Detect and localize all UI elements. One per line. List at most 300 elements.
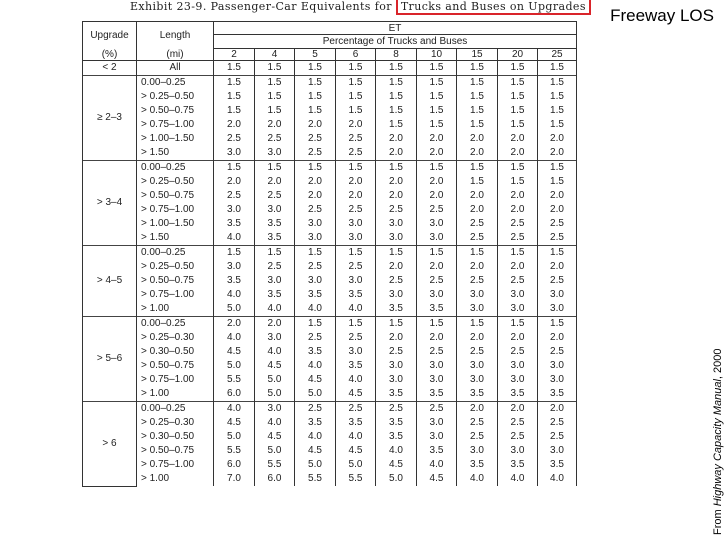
table-row bbox=[83, 189, 577, 203]
length-cell: > 0.30–0.50 bbox=[137, 430, 214, 444]
source-credit bbox=[712, 349, 724, 536]
table-row bbox=[83, 373, 577, 387]
length-cell: > 1.00–1.50 bbox=[137, 132, 214, 146]
pce-value-cell: 1.5 bbox=[295, 104, 336, 118]
pce-value-cell: 4.0 bbox=[336, 430, 376, 444]
table-row bbox=[83, 288, 577, 302]
pce-table-container bbox=[82, 21, 576, 487]
length-cell: > 0.25–0.50 bbox=[137, 90, 214, 104]
pce-value-cell: 2.5 bbox=[376, 274, 417, 288]
table-row bbox=[83, 231, 577, 246]
pce-value-cell: 3.0 bbox=[538, 373, 577, 387]
length-cell: > 0.75–1.00 bbox=[137, 458, 214, 472]
pce-value-cell: 1.5 bbox=[538, 161, 577, 176]
pce-value-cell: 4.5 bbox=[295, 444, 336, 458]
pce-value-cell: 2.0 bbox=[498, 132, 538, 146]
pce-value-cell: 4.0 bbox=[498, 472, 538, 486]
pce-value-cell: 3.0 bbox=[417, 359, 457, 373]
pce-value-cell: 1.5 bbox=[295, 61, 336, 76]
pce-value-cell: 4.5 bbox=[255, 359, 295, 373]
pce-value-cell: 2.5 bbox=[376, 345, 417, 359]
pce-value-cell: 2.0 bbox=[214, 317, 255, 332]
pce-value-cell: 1.5 bbox=[417, 76, 457, 91]
pce-value-cell: 2.5 bbox=[538, 416, 577, 430]
pce-value-cell: 3.5 bbox=[295, 345, 336, 359]
pce-value-cell: 3.0 bbox=[376, 359, 417, 373]
pce-value-cell: 5.5 bbox=[336, 472, 376, 486]
pce-value-cell: 4.0 bbox=[214, 231, 255, 246]
pce-value-cell: 3.5 bbox=[498, 458, 538, 472]
table-row bbox=[83, 387, 577, 402]
pce-value-cell: 6.0 bbox=[214, 387, 255, 402]
pce-value-cell: 2.5 bbox=[498, 416, 538, 430]
length-cell: > 0.75–1.00 bbox=[137, 373, 214, 387]
pce-value-cell: 5.5 bbox=[255, 458, 295, 472]
pce-value-cell: 2.0 bbox=[214, 175, 255, 189]
table-row bbox=[83, 132, 577, 146]
pce-value-cell: 2.5 bbox=[295, 132, 336, 146]
pce-value-cell: 2.5 bbox=[295, 331, 336, 345]
pce-value-cell: 3.0 bbox=[255, 331, 295, 345]
pce-value-cell: 4.0 bbox=[255, 345, 295, 359]
table-row bbox=[83, 203, 577, 217]
length-cell: > 0.50–0.75 bbox=[137, 444, 214, 458]
pce-value-cell: 2.0 bbox=[336, 189, 376, 203]
table-row bbox=[83, 61, 577, 76]
table-row bbox=[83, 246, 577, 261]
table-row bbox=[83, 161, 577, 176]
pce-value-cell: 5.5 bbox=[214, 444, 255, 458]
pce-value-cell: 1.5 bbox=[457, 76, 498, 91]
pce-value-cell: 3.0 bbox=[417, 288, 457, 302]
pce-value-cell: 3.5 bbox=[538, 387, 577, 402]
exhibit-title bbox=[130, 0, 591, 16]
length-cell: All bbox=[137, 61, 214, 76]
pce-value-cell: 2.0 bbox=[255, 175, 295, 189]
table-row bbox=[83, 118, 577, 132]
pce-value-cell: 2.5 bbox=[417, 402, 457, 417]
pce-value-cell: 2.5 bbox=[376, 203, 417, 217]
pce-value-cell: 2.0 bbox=[336, 118, 376, 132]
pce-value-cell: 1.5 bbox=[457, 175, 498, 189]
pce-value-cell: 3.0 bbox=[457, 373, 498, 387]
pce-value-cell: 3.0 bbox=[295, 231, 336, 246]
pce-value-cell: 2.0 bbox=[417, 331, 457, 345]
pce-value-cell: 1.5 bbox=[376, 90, 417, 104]
pce-value-cell: 2.0 bbox=[417, 175, 457, 189]
table-row bbox=[83, 146, 577, 161]
pce-value-cell: 1.5 bbox=[498, 104, 538, 118]
length-cell: > 0.25–0.50 bbox=[137, 260, 214, 274]
pce-value-cell: 3.0 bbox=[457, 288, 498, 302]
pce-value-cell: 2.5 bbox=[214, 189, 255, 203]
pce-value-cell: 4.5 bbox=[336, 387, 376, 402]
pce-value-cell: 1.5 bbox=[295, 317, 336, 332]
exhibit-title-prefix: Exhibit 23-9. Passenger-Car Equivalents for bbox=[130, 0, 392, 13]
pce-value-cell: 2.5 bbox=[498, 274, 538, 288]
pce-value-cell: 2.5 bbox=[295, 402, 336, 417]
pce-value-cell: 1.5 bbox=[498, 76, 538, 91]
slide-title: Freeway LOS bbox=[610, 6, 714, 25]
pce-value-cell: 3.0 bbox=[214, 203, 255, 217]
pce-value-cell: 1.5 bbox=[417, 104, 457, 118]
pce-value-cell: 5.0 bbox=[214, 302, 255, 317]
pce-value-cell: 1.5 bbox=[376, 118, 417, 132]
pce-value-cell: 1.5 bbox=[538, 118, 577, 132]
pce-value-cell: 5.0 bbox=[255, 373, 295, 387]
upgrade-cell: > 3–4 bbox=[83, 161, 137, 246]
pce-value-cell: 2.5 bbox=[255, 132, 295, 146]
pce-value-cell: 4.0 bbox=[295, 302, 336, 317]
length-cell: 0.00–0.25 bbox=[137, 246, 214, 261]
percentage-column-header: 6 bbox=[336, 49, 376, 61]
pce-value-cell: 2.0 bbox=[376, 260, 417, 274]
pce-value-cell: 1.5 bbox=[376, 104, 417, 118]
pce-value-cell: 2.0 bbox=[214, 118, 255, 132]
length-cell: > 1.00 bbox=[137, 472, 214, 486]
pce-value-cell: 1.5 bbox=[336, 161, 376, 176]
pce-value-cell: 1.5 bbox=[214, 76, 255, 91]
pce-value-cell: 2.0 bbox=[498, 203, 538, 217]
pce-value-cell: 2.0 bbox=[498, 146, 538, 161]
pce-value-cell: 2.5 bbox=[295, 260, 336, 274]
pce-value-cell: 2.5 bbox=[295, 203, 336, 217]
pce-value-cell: 2.5 bbox=[457, 274, 498, 288]
pce-value-cell: 2.0 bbox=[376, 175, 417, 189]
pce-value-cell: 2.5 bbox=[336, 203, 376, 217]
upgrade-cell: > 5–6 bbox=[83, 317, 137, 402]
pce-value-cell: 4.5 bbox=[214, 345, 255, 359]
table-row bbox=[83, 317, 577, 332]
length-cell: > 0.75–1.00 bbox=[137, 288, 214, 302]
table-row bbox=[83, 217, 577, 231]
pce-value-cell: 2.0 bbox=[457, 331, 498, 345]
pce-value-cell: 6.0 bbox=[214, 458, 255, 472]
pce-value-cell: 3.0 bbox=[417, 416, 457, 430]
table-row bbox=[83, 444, 577, 458]
pce-value-cell: 2.5 bbox=[255, 189, 295, 203]
length-cell: 0.00–0.25 bbox=[137, 402, 214, 417]
length-cell: 0.00–0.25 bbox=[137, 76, 214, 91]
pce-value-cell: 1.5 bbox=[214, 61, 255, 76]
length-cell: > 1.50 bbox=[137, 146, 214, 161]
percentage-column-header: 5 bbox=[295, 49, 336, 61]
pce-value-cell: 2.0 bbox=[538, 203, 577, 217]
pce-value-cell: 4.5 bbox=[336, 444, 376, 458]
pce-value-cell: 2.0 bbox=[376, 132, 417, 146]
pce-value-cell: 3.5 bbox=[417, 302, 457, 317]
percentage-column-header: 8 bbox=[376, 49, 417, 61]
pce-value-cell: 3.0 bbox=[498, 288, 538, 302]
pce-value-cell: 3.5 bbox=[255, 217, 295, 231]
pce-value-cell: 1.5 bbox=[336, 61, 376, 76]
pce-value-cell: 1.5 bbox=[376, 76, 417, 91]
pce-value-cell: 2.5 bbox=[538, 430, 577, 444]
percentage-column-header: 15 bbox=[457, 49, 498, 61]
pce-value-cell: 1.5 bbox=[214, 161, 255, 176]
pce-value-cell: 3.5 bbox=[214, 274, 255, 288]
pce-table bbox=[82, 21, 577, 487]
pce-value-cell: 3.0 bbox=[417, 430, 457, 444]
pce-value-cell: 3.0 bbox=[417, 231, 457, 246]
pce-value-cell: 3.5 bbox=[457, 387, 498, 402]
percentage-column-header: 4 bbox=[255, 49, 295, 61]
percentage-column-header: 25 bbox=[538, 49, 577, 61]
pce-value-cell: 1.5 bbox=[498, 317, 538, 332]
pce-value-cell: 1.5 bbox=[498, 90, 538, 104]
pce-value-cell: 5.5 bbox=[214, 373, 255, 387]
pce-value-cell: 3.5 bbox=[295, 416, 336, 430]
table-row bbox=[83, 359, 577, 373]
percentage-header: Percentage of Trucks and Buses bbox=[214, 35, 577, 49]
pce-value-cell: 3.0 bbox=[376, 288, 417, 302]
pce-value-cell: 4.0 bbox=[376, 444, 417, 458]
grade-header: Upgrade bbox=[83, 22, 137, 49]
pce-value-cell: 3.0 bbox=[538, 444, 577, 458]
pce-value-cell: 2.0 bbox=[376, 189, 417, 203]
pce-value-cell: 2.0 bbox=[255, 317, 295, 332]
pce-value-cell: 3.5 bbox=[376, 430, 417, 444]
pce-value-cell: 2.5 bbox=[336, 132, 376, 146]
pce-value-cell: 4.0 bbox=[214, 288, 255, 302]
pce-value-cell: 3.0 bbox=[457, 444, 498, 458]
pce-value-cell: 2.0 bbox=[538, 146, 577, 161]
pce-value-cell: 3.0 bbox=[376, 231, 417, 246]
pce-value-cell: 2.5 bbox=[538, 345, 577, 359]
pce-value-cell: 3.0 bbox=[376, 373, 417, 387]
pce-value-cell: 3.0 bbox=[214, 260, 255, 274]
pce-value-cell: 3.0 bbox=[295, 274, 336, 288]
pce-value-cell: 2.5 bbox=[336, 402, 376, 417]
pce-value-cell: 6.0 bbox=[255, 472, 295, 486]
pce-value-cell: 2.5 bbox=[457, 217, 498, 231]
length-cell: > 1.00 bbox=[137, 387, 214, 402]
length-cell: > 0.25–0.30 bbox=[137, 331, 214, 345]
pce-value-cell: 2.5 bbox=[538, 274, 577, 288]
pce-value-cell: 2.0 bbox=[376, 146, 417, 161]
grade-header-unit: (%) bbox=[83, 49, 137, 61]
pce-value-cell: 1.5 bbox=[295, 161, 336, 176]
pce-value-cell: 1.5 bbox=[214, 90, 255, 104]
pce-value-cell: 1.5 bbox=[255, 61, 295, 76]
pce-value-cell: 1.5 bbox=[417, 90, 457, 104]
pce-value-cell: 3.0 bbox=[336, 231, 376, 246]
upgrade-cell: ≥ 2–3 bbox=[83, 76, 137, 161]
pce-value-cell: 1.5 bbox=[538, 104, 577, 118]
length-cell: > 0.50–0.75 bbox=[137, 274, 214, 288]
pce-value-cell: 3.5 bbox=[295, 288, 336, 302]
pce-value-cell: 4.0 bbox=[255, 416, 295, 430]
pce-value-cell: 2.5 bbox=[498, 345, 538, 359]
pce-value-cell: 2.0 bbox=[457, 260, 498, 274]
length-cell: > 0.30–0.50 bbox=[137, 345, 214, 359]
pce-value-cell: 2.5 bbox=[336, 260, 376, 274]
pce-value-cell: 2.0 bbox=[498, 189, 538, 203]
pce-value-cell: 3.5 bbox=[498, 387, 538, 402]
upgrade-cell: < 2 bbox=[83, 61, 137, 76]
pce-value-cell: 1.5 bbox=[376, 246, 417, 261]
pce-value-cell: 2.5 bbox=[417, 345, 457, 359]
pce-value-cell: 2.0 bbox=[538, 189, 577, 203]
pce-value-cell: 2.5 bbox=[295, 146, 336, 161]
pce-value-cell: 1.5 bbox=[538, 90, 577, 104]
pce-value-cell: 3.0 bbox=[417, 373, 457, 387]
pce-value-cell: 3.0 bbox=[255, 146, 295, 161]
pce-value-cell: 1.5 bbox=[457, 317, 498, 332]
pce-value-cell: 1.5 bbox=[498, 118, 538, 132]
pce-value-cell: 3.5 bbox=[255, 288, 295, 302]
pce-value-cell: 3.0 bbox=[498, 302, 538, 317]
table-row bbox=[83, 416, 577, 430]
pce-value-cell: 2.0 bbox=[417, 146, 457, 161]
pce-value-cell: 5.0 bbox=[376, 472, 417, 486]
pce-value-cell: 3.5 bbox=[376, 387, 417, 402]
pce-value-cell: 5.0 bbox=[336, 458, 376, 472]
pce-value-cell: 1.5 bbox=[538, 246, 577, 261]
pce-value-cell: 3.5 bbox=[336, 416, 376, 430]
pce-value-cell: 2.0 bbox=[376, 331, 417, 345]
percentage-column-header: 20 bbox=[498, 49, 538, 61]
pce-value-cell: 7.0 bbox=[214, 472, 255, 486]
pce-value-cell: 2.0 bbox=[295, 189, 336, 203]
pce-value-cell: 1.5 bbox=[336, 317, 376, 332]
pce-value-cell: 1.5 bbox=[214, 246, 255, 261]
pce-value-cell: 2.5 bbox=[538, 231, 577, 246]
pce-value-cell: 1.5 bbox=[457, 90, 498, 104]
length-cell: > 0.25–0.30 bbox=[137, 416, 214, 430]
pce-value-cell: 4.0 bbox=[295, 430, 336, 444]
pce-value-cell: 4.0 bbox=[457, 472, 498, 486]
pce-value-cell: 3.5 bbox=[538, 458, 577, 472]
pce-value-cell: 2.0 bbox=[498, 402, 538, 417]
length-cell: > 1.00–1.50 bbox=[137, 217, 214, 231]
pce-value-cell: 3.0 bbox=[498, 359, 538, 373]
pce-value-cell: 2.0 bbox=[538, 331, 577, 345]
pce-value-cell: 1.5 bbox=[255, 76, 295, 91]
percentage-column-header: 2 bbox=[214, 49, 255, 61]
pce-value-cell: 2.0 bbox=[336, 175, 376, 189]
length-cell: > 0.50–0.75 bbox=[137, 189, 214, 203]
pce-value-cell: 2.5 bbox=[336, 331, 376, 345]
length-header-unit: (mi) bbox=[137, 49, 214, 61]
pce-value-cell: 3.5 bbox=[376, 416, 417, 430]
length-cell: > 1.00 bbox=[137, 302, 214, 317]
pce-value-cell: 4.5 bbox=[295, 373, 336, 387]
table-row bbox=[83, 472, 577, 486]
pce-value-cell: 1.5 bbox=[498, 175, 538, 189]
upgrade-cell: > 6 bbox=[83, 402, 137, 487]
pce-value-cell: 4.0 bbox=[336, 373, 376, 387]
pce-value-cell: 4.0 bbox=[417, 458, 457, 472]
pce-value-cell: 1.5 bbox=[457, 104, 498, 118]
pce-value-cell: 2.0 bbox=[417, 189, 457, 203]
pce-value-cell: 3.0 bbox=[538, 288, 577, 302]
pce-value-cell: 2.0 bbox=[457, 132, 498, 146]
table-row bbox=[83, 175, 577, 189]
pce-value-cell: 2.5 bbox=[457, 345, 498, 359]
pce-value-cell: 2.5 bbox=[417, 203, 457, 217]
pce-value-cell: 1.5 bbox=[538, 317, 577, 332]
percentage-column-header: 10 bbox=[417, 49, 457, 61]
pce-value-cell: 5.5 bbox=[295, 472, 336, 486]
pce-value-cell: 2.0 bbox=[457, 203, 498, 217]
length-cell: 0.00–0.25 bbox=[137, 317, 214, 332]
pce-value-cell: 2.0 bbox=[498, 260, 538, 274]
pce-value-cell: 3.5 bbox=[457, 458, 498, 472]
pce-value-cell: 2.5 bbox=[376, 402, 417, 417]
pce-value-cell: 5.0 bbox=[214, 430, 255, 444]
pce-value-cell: 3.0 bbox=[498, 444, 538, 458]
pce-value-cell: 3.0 bbox=[498, 373, 538, 387]
pce-value-cell: 5.0 bbox=[255, 444, 295, 458]
table-row bbox=[83, 430, 577, 444]
et-header: ET bbox=[214, 22, 577, 35]
table-row bbox=[83, 76, 577, 91]
pce-value-cell: 1.5 bbox=[538, 61, 577, 76]
pce-value-cell: 1.5 bbox=[336, 76, 376, 91]
pce-value-cell: 1.5 bbox=[417, 118, 457, 132]
pce-value-cell: 1.5 bbox=[336, 104, 376, 118]
pce-value-cell: 3.0 bbox=[336, 345, 376, 359]
pce-value-cell: 2.5 bbox=[457, 231, 498, 246]
pce-value-cell: 1.5 bbox=[417, 61, 457, 76]
pce-value-cell: 4.0 bbox=[295, 359, 336, 373]
pce-value-cell: 2.5 bbox=[538, 217, 577, 231]
pce-value-cell: 4.0 bbox=[336, 302, 376, 317]
pce-value-cell: 5.0 bbox=[214, 359, 255, 373]
pce-value-cell: 2.0 bbox=[417, 260, 457, 274]
length-cell: > 0.25–0.50 bbox=[137, 175, 214, 189]
pce-value-cell: 3.5 bbox=[214, 217, 255, 231]
length-cell: > 0.50–0.75 bbox=[137, 359, 214, 373]
pce-value-cell: 2.5 bbox=[255, 260, 295, 274]
pce-value-cell: 3.5 bbox=[336, 359, 376, 373]
pce-value-cell: 2.0 bbox=[417, 132, 457, 146]
pce-value-cell: 3.5 bbox=[417, 387, 457, 402]
pce-value-cell: 5.0 bbox=[295, 458, 336, 472]
pce-value-cell: 2.0 bbox=[295, 175, 336, 189]
pce-value-cell: 2.0 bbox=[457, 146, 498, 161]
pce-value-cell: 3.0 bbox=[417, 217, 457, 231]
pce-value-cell: 4.0 bbox=[538, 472, 577, 486]
pce-value-cell: 2.5 bbox=[498, 430, 538, 444]
pce-value-cell: 2.5 bbox=[457, 416, 498, 430]
length-cell: > 0.75–1.00 bbox=[137, 118, 214, 132]
pce-value-cell: 1.5 bbox=[538, 76, 577, 91]
length-header: Length bbox=[137, 22, 214, 49]
pce-value-cell: 1.5 bbox=[498, 161, 538, 176]
table-row bbox=[83, 345, 577, 359]
table-row bbox=[83, 260, 577, 274]
pce-value-cell: 4.0 bbox=[255, 302, 295, 317]
pce-value-cell: 3.0 bbox=[376, 217, 417, 231]
pce-value-cell: 2.0 bbox=[538, 260, 577, 274]
pce-value-cell: 2.0 bbox=[538, 402, 577, 417]
pce-value-cell: 4.0 bbox=[214, 402, 255, 417]
credit-source-title: Highway Capacity Manual bbox=[712, 379, 724, 507]
pce-value-cell: 3.0 bbox=[457, 359, 498, 373]
pce-value-cell: 3.0 bbox=[336, 217, 376, 231]
pce-value-cell: 2.5 bbox=[417, 274, 457, 288]
pce-value-cell: 3.5 bbox=[417, 444, 457, 458]
length-cell: > 0.50–0.75 bbox=[137, 104, 214, 118]
credit-prefix: From bbox=[712, 506, 724, 535]
pce-value-cell: 2.5 bbox=[336, 146, 376, 161]
pce-value-cell: 1.5 bbox=[255, 104, 295, 118]
pce-value-cell: 3.0 bbox=[336, 274, 376, 288]
table-row bbox=[83, 331, 577, 345]
pce-value-cell: 2.5 bbox=[498, 217, 538, 231]
